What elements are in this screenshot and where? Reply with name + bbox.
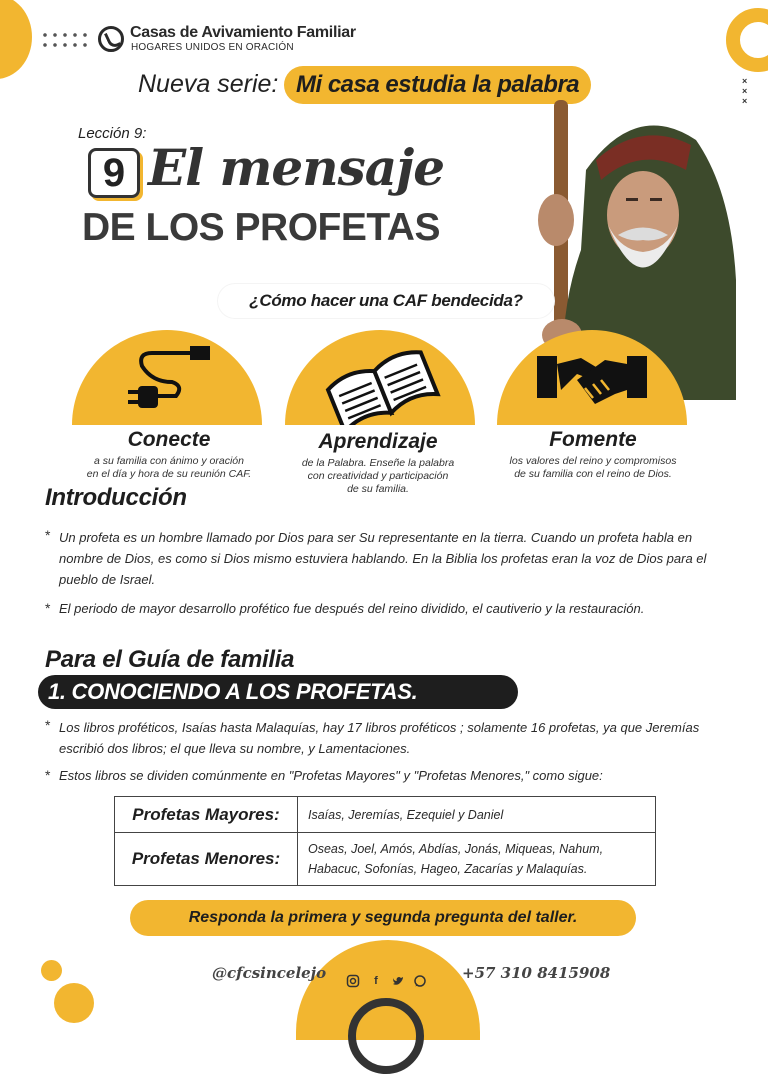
intro-bullet: * Un profeta es un hombre llamado por Dios para ser Su representante en la tierra. Cuando un profeta habla en nombre de Dios, es como si Dios mismo estuviera hablando. En la Biblia los profetas eran la voz de Dios para el pueblo de Israel. xyxy=(45,527,707,587)
guide-bullet: * Estos libros se dividen comúnmente en "Profetas Mayores" y "Profetas Menores," como sigue: xyxy=(45,767,603,783)
lesson-number: 9 xyxy=(88,148,140,198)
logo-icon xyxy=(98,26,124,52)
step-desc-aprendizaje: de la Palabra. Enseñe la palabra con creatividad y participación de su familia. xyxy=(301,457,455,495)
facebook-icon[interactable]: f xyxy=(374,975,378,987)
step-title-conecte: Conecte xyxy=(127,428,211,451)
bullet-star: * xyxy=(45,527,51,543)
prophets-table xyxy=(114,796,656,886)
footer-dome-ring xyxy=(348,998,424,1074)
bullet-star: * xyxy=(45,717,51,733)
book-icon xyxy=(285,330,475,425)
table-row xyxy=(115,833,656,886)
bullet-star: * xyxy=(45,767,51,783)
corner-dot-large xyxy=(54,983,94,1023)
step-dome-conecte xyxy=(72,330,262,425)
corner-dot-small xyxy=(41,960,62,981)
brand-subtitle: HOGARES UNIDOS EN ORACIÓN xyxy=(131,42,294,53)
instagram-icon[interactable] xyxy=(346,974,360,988)
brand-name: Casas de Avivamiento Familiar xyxy=(130,24,356,41)
x-marks: × × × xyxy=(742,76,748,106)
plug-icon xyxy=(72,330,262,425)
table-label: Profetas Mayores: xyxy=(115,797,298,833)
table-label: Profetas Menores: xyxy=(115,833,298,886)
table-value: Isaías, Jeremías, Ezequiel y Daniel xyxy=(298,797,656,833)
twitter-icon[interactable] xyxy=(391,974,405,988)
step-dome-aprendizaje xyxy=(285,330,475,425)
intro-heading: Introducción xyxy=(45,484,187,511)
step-desc-fomente: los valores del reino y compromisos de su familia con el reino de Dios. xyxy=(509,455,677,480)
lesson-label: Lección 9: xyxy=(78,125,147,142)
whatsapp-icon[interactable] xyxy=(413,974,427,988)
section-title: 1. CONOCIENDO A LOS PROFETAS. xyxy=(38,675,518,709)
step-title-aprendizaje: Aprendizaje xyxy=(318,430,438,453)
bullet-star: * xyxy=(45,600,51,616)
series-name: Mi casa estudia la palabra xyxy=(284,66,591,104)
corner-circle-topleft xyxy=(0,0,32,79)
corner-ring-topright xyxy=(726,8,768,72)
guide-heading: Para el Guía de familia xyxy=(45,646,295,673)
intro-bullet: * El periodo de mayor desarrollo profético fue después del reino dividido, el cautiverio y la restauración. xyxy=(45,600,645,616)
lesson-title-script: El mensaje xyxy=(148,138,445,197)
lesson-title-main: DE LOS PROFETAS xyxy=(82,206,440,249)
table-row xyxy=(115,797,656,833)
step-desc-conecte: a su familia con ánimo y oración en el día y hora de su reunión CAF. xyxy=(86,455,252,480)
question-banner: ¿Cómo hacer una CAF bendecida? xyxy=(218,284,554,318)
guide-bullet: * Los libros proféticos, Isaías hasta Malaquías, hay 17 libros proféticos ; solamente 16 profetas, ya que Jeremías escribió dos libros; el que lleva su nombre, y Lamentaciones. xyxy=(45,717,700,756)
footer-handle[interactable]: @cfcsincelejo xyxy=(212,964,327,982)
footer-phone[interactable]: +57 310 8415908 xyxy=(462,964,611,982)
cta-banner: Responda la primera y segunda pregunta del taller. xyxy=(130,900,636,936)
series-prefix: Nueva serie: xyxy=(138,70,279,98)
dot-grid xyxy=(40,30,92,52)
step-title-fomente: Fomente xyxy=(549,428,637,451)
table-value: Oseas, Joel, Amós, Abdías, Jonás, Miqueas, Nahum, Habacuc, Sofonías, Hageo, Zacarías y Malaquías. xyxy=(298,833,656,886)
